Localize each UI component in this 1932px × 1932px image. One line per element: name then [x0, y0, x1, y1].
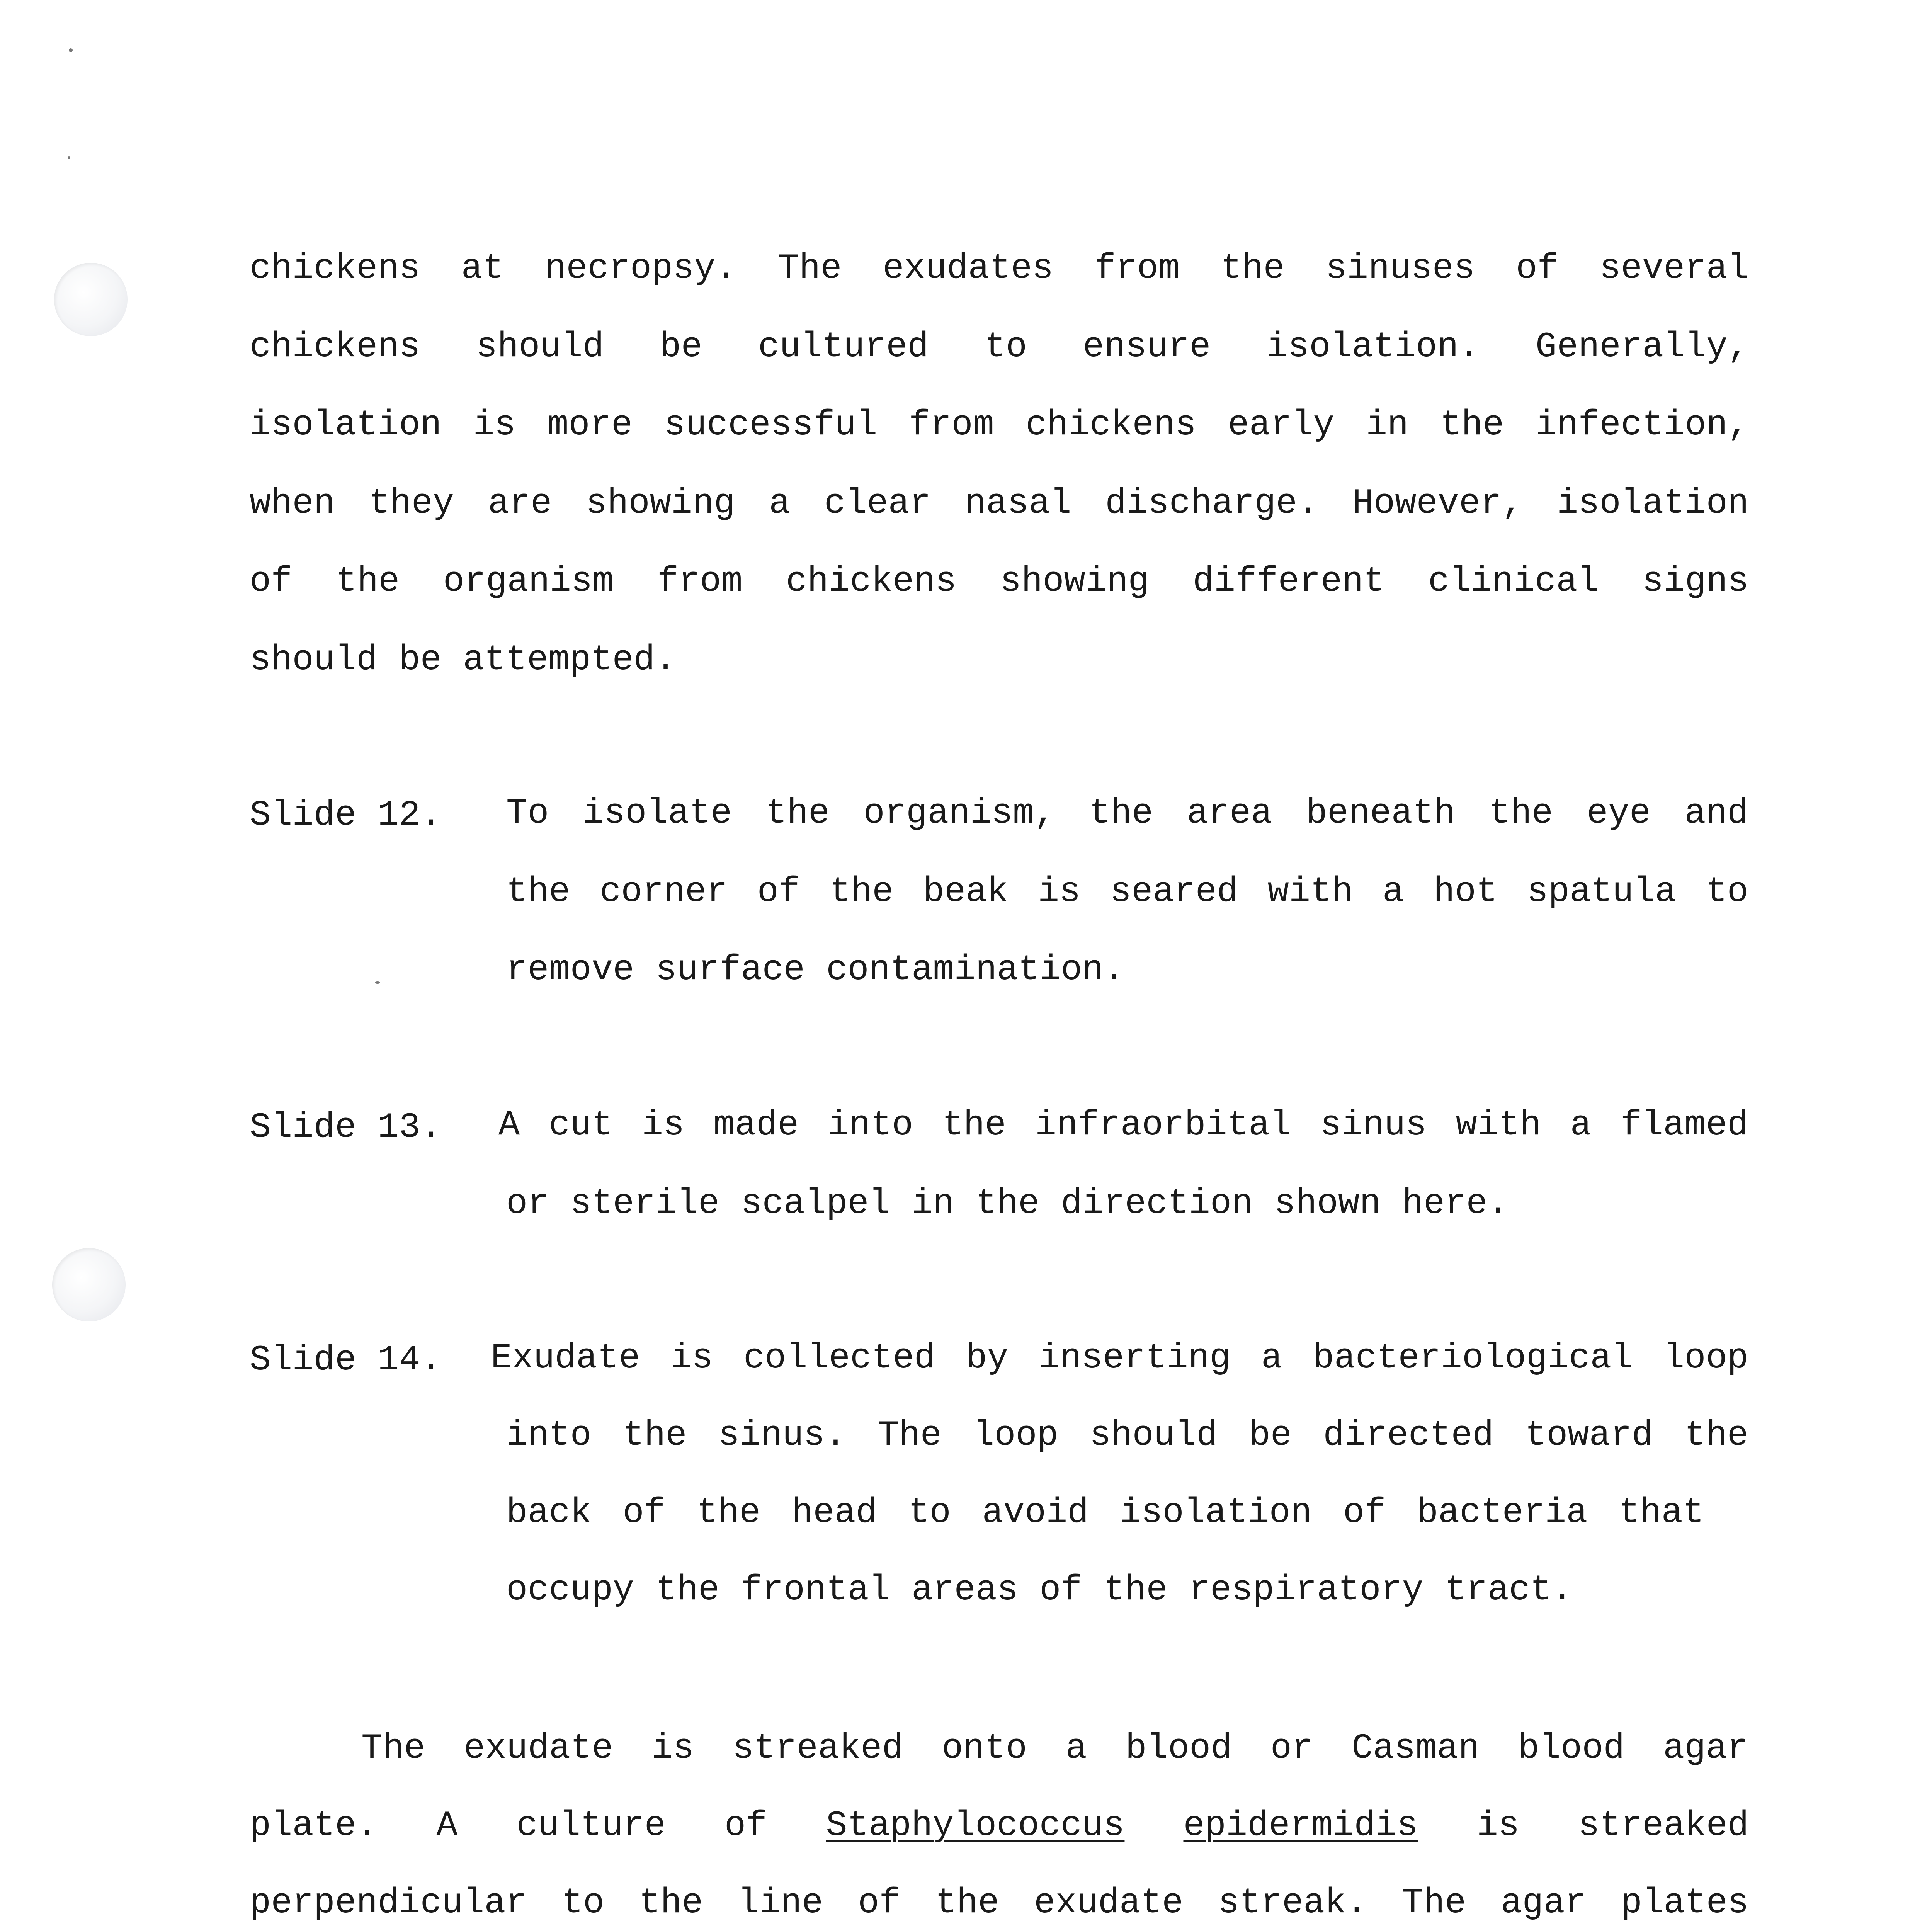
paragraph-2-line-2-text-b: is streaked — [1476, 1805, 1749, 1846]
slide-14-line-4: occupy the frontal areas of the respiratory tract. — [506, 1570, 1573, 1610]
slide-12-line-2: the corner of the beak is seared with a hot spatula to — [506, 871, 1748, 912]
slide-14-line-2: into the sinus. The loop should be directed toward the — [506, 1415, 1748, 1456]
punch-hole-middle — [52, 1248, 126, 1321]
slide-14-label: Slide 14. — [250, 1340, 442, 1380]
slide-13-line-1: A cut is made into the infraorbital sinus with a flamed — [498, 1105, 1748, 1145]
paragraph-1-line-2: chickens should be cultured to ensure isolation. Generally, — [250, 327, 1749, 367]
paragraph-2-line-2 — [250, 1803, 1749, 1849]
slide-14-line-1: Exudate is collected by inserting a bacteriological loop — [491, 1338, 1748, 1378]
paragraph-1-line-3: isolation is more successful from chickens early in the infection, — [250, 405, 1749, 445]
slide-12-line-1: To isolate the organism, the area beneath the eye and — [506, 793, 1748, 833]
genus-staphylococcus: Staphylococcus — [826, 1805, 1125, 1846]
slide-12-line-3: remove surface contamination. — [506, 949, 1125, 990]
paragraph-2-line-2-text-a: plate. A culture of — [250, 1805, 767, 1846]
slide-13-line-2: or sterile scalpel in the direction shown here. — [506, 1183, 1509, 1224]
slide-12-label: Slide 12. — [250, 795, 442, 835]
scan-speck — [69, 48, 73, 52]
paragraph-1-line-1: chickens at necropsy. The exudates from the sinuses of several — [250, 248, 1749, 289]
paragraph-1-line-5: of the organism from chickens showing different clinical signs — [250, 561, 1749, 602]
paragraph-1-line-6: should be attempted. — [250, 639, 677, 680]
scan-speck — [68, 156, 70, 159]
paragraph-2-line-3: perpendicular to the line of the exudate streak. The agar plates — [250, 1883, 1749, 1923]
paragraph-2-line-1: The exudate is streaked onto a blood or Casman blood agar — [361, 1728, 1748, 1769]
slide-13-label: Slide 13. — [250, 1107, 442, 1148]
paragraph-1-line-4: when they are showing a clear nasal discharge. However, isolation — [250, 483, 1749, 524]
scan-speck — [375, 981, 380, 984]
species-epidermidis: epidermidis — [1183, 1805, 1418, 1846]
punch-hole-top — [54, 263, 128, 336]
slide-14-line-3: back of the head to avoid isolation of bacteria that — [506, 1492, 1704, 1533]
